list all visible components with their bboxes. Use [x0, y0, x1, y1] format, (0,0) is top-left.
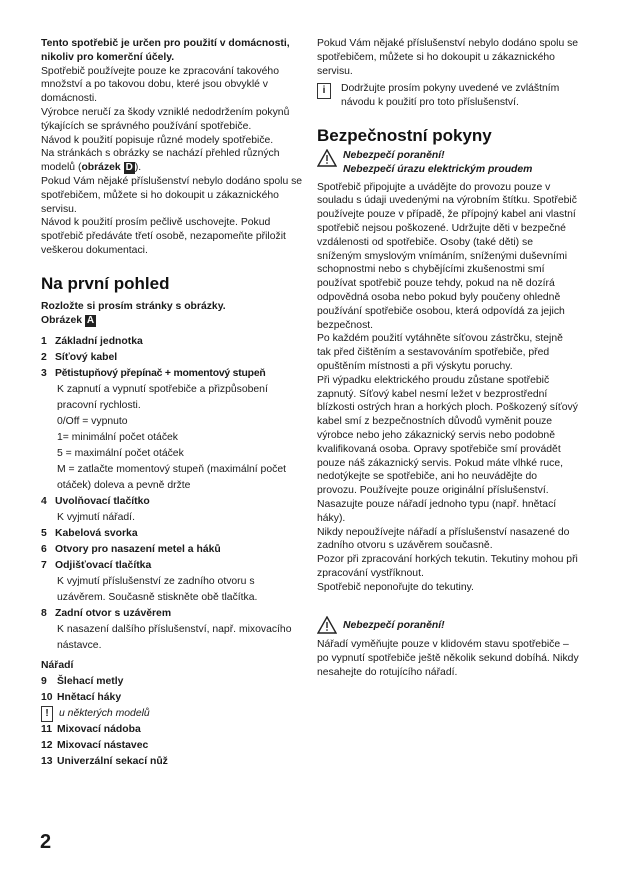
info-note: i Dodržujte prosím pokyny uvedené ve zvláštním návodu k použití pro toto příslušenství.	[317, 82, 579, 110]
warning-injury-2: Nebezpečí poranění!	[343, 619, 445, 631]
list-item: 1 Základní jednotka	[41, 336, 143, 348]
warning-icon	[317, 616, 337, 634]
outro-line: Pokud Vám nějaké příslušenství nebylo dodáno spolu se spotřebičem, můžete si ho dokoupit u zákaznického servisu.	[41, 175, 303, 215]
warning-injury: Nebezpečí poranění!	[343, 149, 445, 161]
section-heading-overview: Na první pohled	[41, 273, 170, 293]
exclamation-icon: !	[41, 706, 53, 722]
figure-badge-a: A	[86, 314, 95, 326]
list-item-detail: K nasazení dalšího příslušenství, např. mixovacího nástavce.	[57, 624, 292, 652]
list-item-detail: K vyjmutí nářadí.	[57, 512, 135, 524]
outro-line: Návod k použití prosím pečlivě uschovejte. Pokud spotřebič předáváte třetí osobě, nezapomeňte přiložit veškerou dokumentaci.	[41, 217, 286, 256]
accessory-text: Pokud Vám nějaké příslušenství nebylo dodáno spolu se spotřebičem, můžete si ho dokoupit u zákaznického servisu.	[317, 38, 579, 77]
safety-paragraph: Pozor při zpracování horkých tekutin. Tekutiny mohou při zpracování vystříknout.	[317, 554, 578, 579]
list-item-detail: 1= minimální počet otáček	[57, 432, 178, 444]
intro-line: Spotřebič používejte pouze ke zpracování takového množství a po takovou dobu, které jsou obvyklé v domácnosti.	[41, 65, 279, 105]
list-item: 6 Otvory pro nasazení metel a háků	[41, 544, 221, 556]
list-item: 12 Mixovací nástavec	[41, 740, 149, 752]
list-item: 7 Odjišťovací tlačítka	[41, 560, 152, 572]
right-column	[317, 37, 579, 680]
safety-paragraph: Při výpadku elektrického proudu zůstane spotřebič zapnutý. Síťový kabel nesmí ležet v bezprostřední blízkosti ostrých hran a horkých ploch. Poškozený síťový kabel smí z bezpečnostních důvodů vyměnit pouze výrobce nebo jeho zákaznický servis nebo podobně kvalifikovaná osoba. Opravy spotřebiče smí provádět pouze náš zákaznický servis. Pokud máte vlhké ruce, nedotýkejte se spotřebiče, ani ho neuvádějte do provozu. Používejte pouze originální příslušenství. Nasazujte pouze nářadí jednoho typu (např. hnětací háky).	[317, 374, 578, 524]
list-item: 5 Kabelová svorka	[41, 528, 138, 540]
left-column	[41, 37, 303, 770]
figure-label: Obrázek A	[41, 314, 95, 326]
list-item: 4 Uvolňovací tlačítko	[41, 496, 150, 508]
safety-paragraph: Po každém použití vytáhněte síťovou zástrčku, stejně tak před čištěním a sestavováním spotřebiče, před opuštěním místnosti a při výskytu poruchy.	[317, 333, 563, 372]
models-line: Na stránkách s obrázky se nachází přehled různých modelů (obrázek D ).	[41, 148, 280, 174]
info-icon: i	[317, 83, 331, 99]
list-item: 9 Šlehací metly	[41, 676, 124, 688]
warning-electric: Nebezpečí úrazu elektrickým proudem	[343, 163, 533, 175]
safety-paragraph: Nikdy nepoužívejte nářadí a příslušenství nasazené do zadního otvoru s uzávěrem současně.	[317, 526, 570, 552]
list-item-detail: M = zatlačte momentový stupeň (maximální počet otáček) doleva a pevně držte	[57, 464, 286, 492]
some-models-note: ! u některých modelů	[41, 706, 303, 722]
list-item-detail: 5 = maximální počet otáček	[57, 448, 184, 460]
list-item-detail: 0/Off = vypnuto	[57, 416, 128, 428]
intro-line: Výrobce neručí za škody vzniklé nedodržením pokynů týkajících se správného používání spotřebiče.	[41, 106, 290, 132]
list-item: 13 Univerzální sekací nůž	[41, 756, 168, 768]
figure-badge-d: D	[125, 162, 133, 174]
intro-bold: Tento spotřebič je určen pro použití v domácnosti, nikoliv pro komerční účely.	[41, 38, 290, 63]
list-item: 3 Pětistupňový přepínač + momentový stupeň	[41, 368, 266, 380]
tool-change-paragraph: Nářadí vyměňujte pouze v klidovém stavu spotřebiče – po vypnutí spotřebiče ještě několik sekund dobíhá. Nikdy nesahejte do rotujícího nářadí.	[317, 639, 579, 679]
warning-icon	[317, 149, 337, 167]
list-item: 11 Mixovací nádoba	[41, 724, 141, 736]
section-heading-safety: Bezpečnostní pokyny	[317, 125, 492, 145]
safety-paragraph: Spotřebič připojujte a uvádějte do provozu pouze v souladu s údaji uvedenými na výrobním štítku. Spotřebič používejte pouze v případě, že přípojný kabel ani vlastní spotřebič nejsou poškozené. Udržujte děti v bezpečné vzdálenosti od spotřebiče. Osoby (také děti) se sníženým smyslovým vnímáním, sníženými duševními schopnostmi nebo s chybějícími zkušenostmi smí používat spotřebič pouze tehdy, pokud na ně dozírá odpovědná osoba nebo pokud byly poučeny ohledně používání spotřebiče osobou, která odpovídá za jejich bezpečnost.	[317, 181, 577, 331]
list-item-detail: K vyjmutí příslušenství ze zadního otvoru s uzávěrem. Současně stiskněte obě tlačítka.	[57, 576, 258, 604]
unfold-note: Rozložte si prosím stránky s obrázky.	[41, 300, 226, 312]
list-item-detail: K zapnutí a vypnutí spotřebiče a přizpůsobení pracovní rychlosti.	[57, 384, 268, 412]
list-item: 2 Síťový kabel	[41, 352, 118, 364]
tools-heading: Nářadí	[41, 660, 74, 672]
list-item: 10 Hnětací háky	[41, 692, 122, 704]
parts-list	[41, 334, 303, 654]
warning-block	[317, 149, 579, 177]
intro-line: Návod k použití popisuje různé modely spotřebiče.	[41, 134, 274, 146]
warning-block-2	[317, 616, 579, 634]
safety-paragraph: Spotřebič neponořujte do tekutiny.	[317, 581, 474, 593]
list-item: 8 Zadní otvor s uzávěrem	[41, 608, 172, 620]
page-number: 2	[40, 831, 52, 853]
